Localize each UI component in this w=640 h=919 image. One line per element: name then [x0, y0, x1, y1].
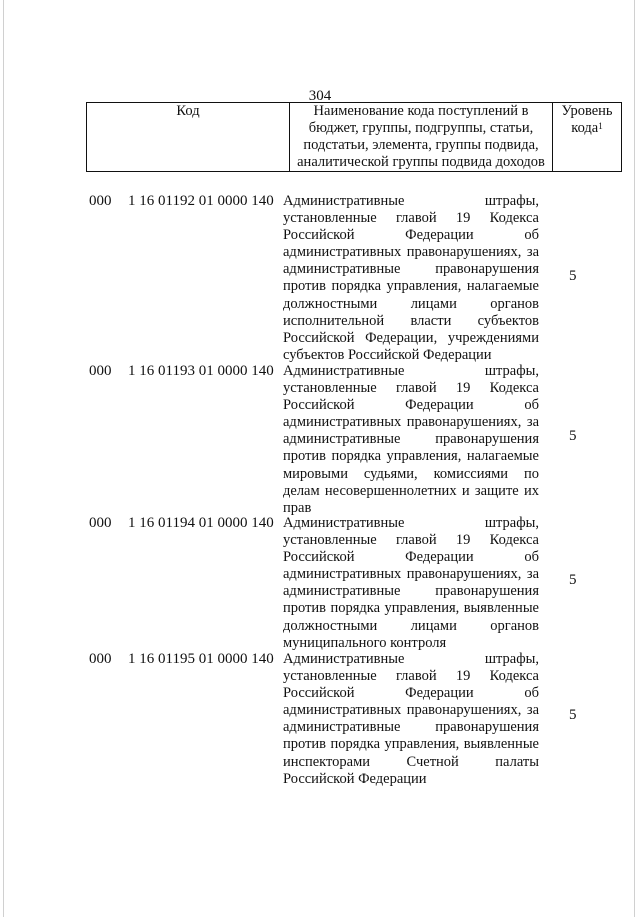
page-number: 304	[308, 88, 332, 104]
row-level: 5	[569, 268, 577, 284]
row-level: 5	[569, 572, 577, 588]
row-code: 1 16 01194 01 0000 140	[128, 515, 274, 531]
table-row	[86, 515, 606, 651]
table-row	[86, 193, 606, 363]
table-header	[86, 102, 622, 172]
row-prefix: 000	[89, 515, 112, 531]
row-prefix: 000	[89, 193, 112, 209]
row-description: Административные штрафы, установленные главой 19 Кодекса Российской Федерации об административных правонарушениях, за административные правонарушения против порядка управления, налагаемые мировыми судьями, комиссиями по делам несовершеннолетних и защите их прав	[283, 363, 539, 516]
row-code: 1 16 01193 01 0000 140	[128, 363, 274, 379]
header-code	[87, 103, 290, 172]
table-row	[86, 651, 606, 791]
row-level: 5	[569, 428, 577, 444]
header-code-label: Код	[176, 103, 200, 119]
row-code: 1 16 01192 01 0000 140	[128, 193, 274, 209]
row-description: Административные штрафы, установленные главой 19 Кодекса Российской Федерации об административных правонарушениях, за административные правонарушения против порядка управления, налагаемые должностными лицами органов исполнительной власти субъектов Российской Федерации, учреждениями субъектов Российской Федерации	[283, 193, 539, 363]
header-name	[290, 103, 553, 172]
header-level	[553, 103, 622, 172]
row-prefix: 000	[89, 363, 112, 379]
header-level-label: Уровень кода	[561, 103, 613, 136]
row-level: 5	[569, 707, 577, 723]
row-description: Административные штрафы, установленные главой 19 Кодекса Российской Федерации об административных правонарушениях, за административные правонарушения против порядка управления, выявленные должностными лицами органов муниципального контроля	[283, 515, 539, 651]
row-prefix: 000	[89, 651, 112, 667]
row-code: 1 16 01195 01 0000 140	[128, 651, 274, 667]
footnote-marker: 1	[598, 121, 603, 131]
header-name-label: Наименование кода поступлений в бюджет, группы, подгруппы, статьи, подстатьи, элемента, группы подвида, аналитической группы подвида доходов	[297, 103, 545, 170]
table-row	[86, 363, 606, 515]
row-description: Административные штрафы, установленные главой 19 Кодекса Российской Федерации об административных правонарушениях, за административные правонарушения против порядка управления, выявленные инспекторами Счетной палаты Российской Федерации	[283, 651, 539, 787]
